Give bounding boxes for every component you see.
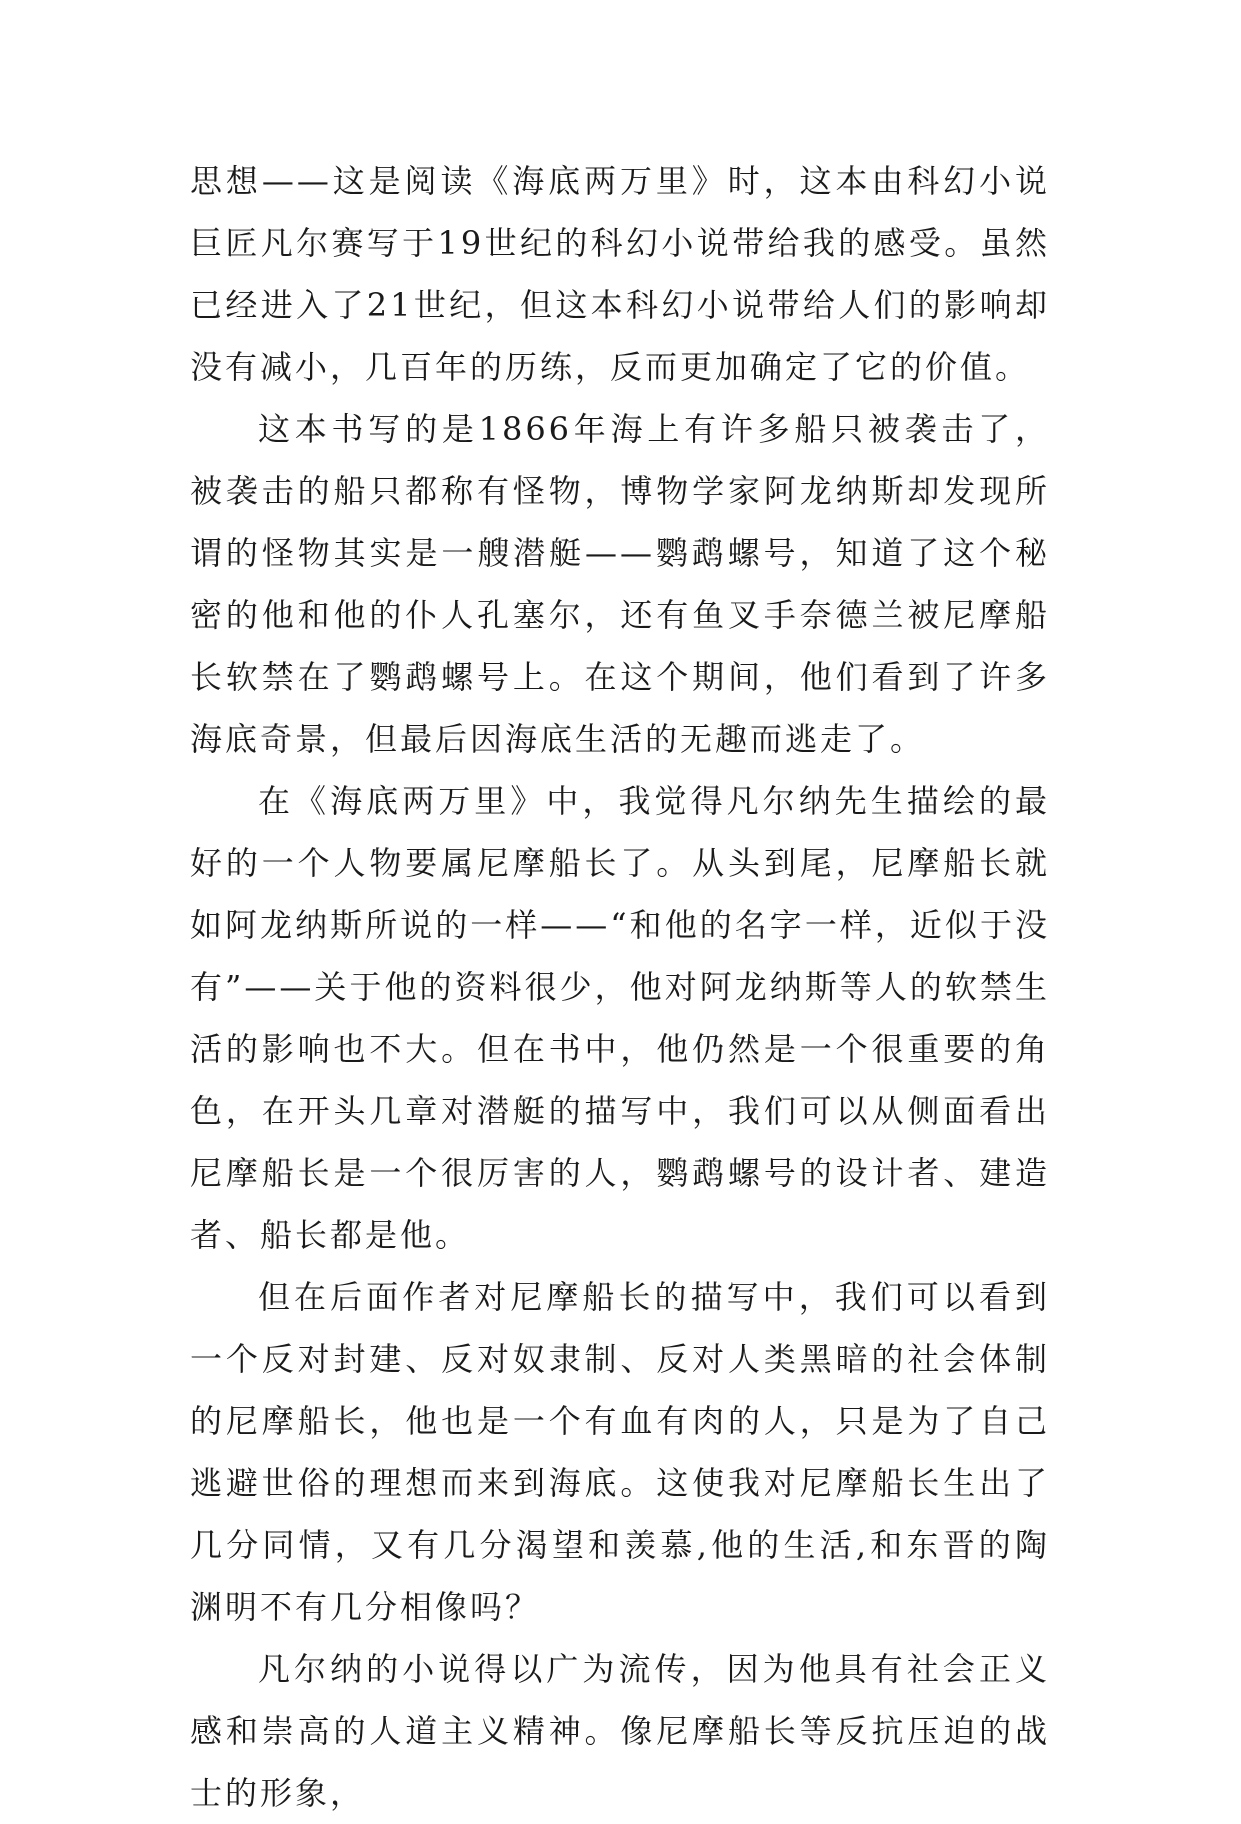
paragraph-2: 这本书写的是1866年海上有许多船只被袭击了，被袭击的船只都称有怪物，博物学家阿龙纳斯却发现所谓的怪物其实是一艘潜艇——鹦鹉螺号，知道了这个秘密的他和他的仆人孔塞尔，还有鱼叉手奈德兰被尼摩船长软禁在了鹦鹉螺号上。在这个期间，他们看到了许多海底奇景，但最后因海底生活的无趣而逃走了。	[190, 410, 1050, 758]
paragraph-5: 凡尔纳的小说得以广为流传，因为他具有社会正义感和崇高的人道主义精神。像尼摩船长等反抗压迫的战士的形象，	[190, 1650, 1050, 1812]
paragraph-4: 但在后面作者对尼摩船长的描写中，我们可以看到一个反对封建、反对奴隶制、反对人类黑暗的社会体制的尼摩船长，他也是一个有血有肉的人，只是为了自己逃避世俗的理想而来到海底。这使我对尼摩船长生出了几分同情，又有几分渴望和羡慕,他的生活,和东晋的陶渊明不有几分相像吗？	[190, 1278, 1050, 1626]
paragraph-1: 思想——这是阅读《海底两万里》时，这本由科幻小说巨匠凡尔赛写于19世纪的科幻小说带给我的感受。虽然已经进入了21世纪，但这本科幻小说带给人们的影响却没有减小，几百年的历练，反而更加确定了它的价值。	[190, 162, 1050, 386]
body-text	[190, 150, 1050, 1824]
paragraph-3: 在《海底两万里》中，我觉得凡尔纳先生描绘的最好的一个人物要属尼摩船长了。从头到尾，尼摩船长就如阿龙纳斯所说的一样——“和他的名字一样，近似于没有”——关于他的资料很少，他对阿龙纳斯等人的软禁生活的影响也不大。但在书中，他仍然是一个很重要的角色，在开头几章对潜艇的描写中，我们可以从侧面看出尼摩船长是一个很厉害的人，鹦鹉螺号的设计者、建造者、船长都是他。	[190, 782, 1050, 1254]
